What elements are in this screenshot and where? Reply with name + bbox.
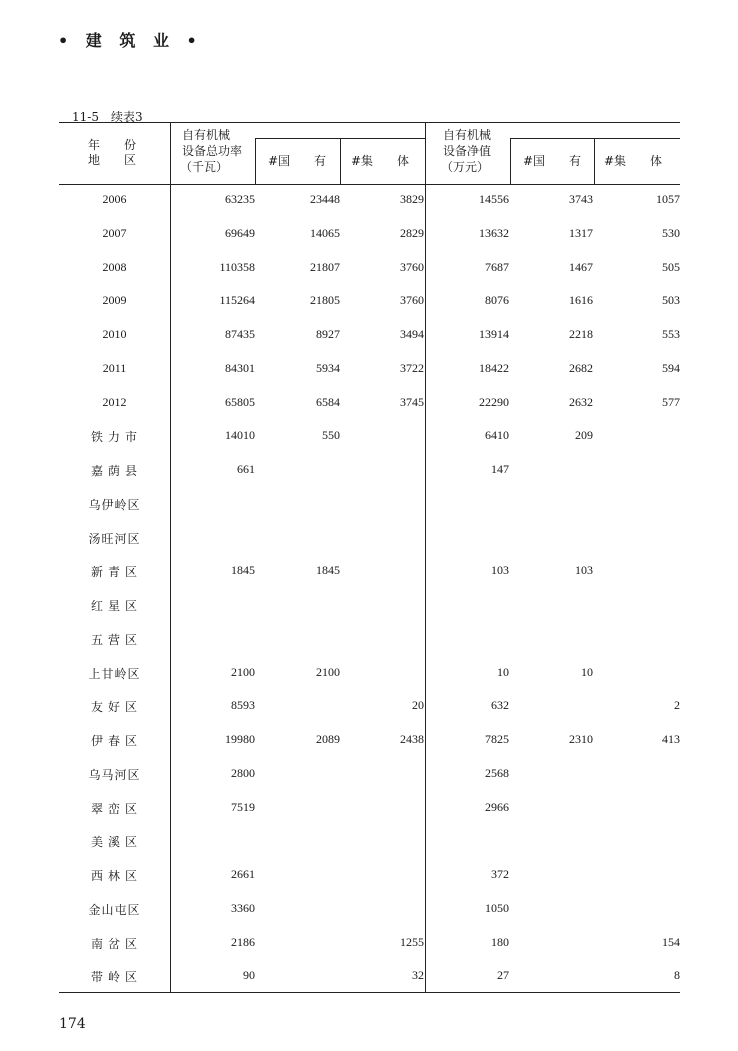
power-collective-cell: 3760 xyxy=(400,259,424,274)
power-state-cell: 1845 xyxy=(316,563,340,578)
row-label-cell: 汤旺河区 xyxy=(88,531,141,546)
value-state-cell: 209 xyxy=(575,428,593,443)
value-total-cell: 147 xyxy=(491,462,509,476)
value-state-header: #国 有 xyxy=(523,154,582,168)
table-row xyxy=(59,530,680,548)
power-total-cell: 1845 xyxy=(231,563,255,578)
power-total-cell: 84301 xyxy=(225,360,255,375)
table-row xyxy=(59,428,680,446)
row-label-cell: 红 星 区 xyxy=(90,599,138,613)
power-collective-cell: 20 xyxy=(412,698,424,713)
value-state-cell: 103 xyxy=(575,563,593,578)
row-label-cell: 2009 xyxy=(102,293,127,308)
power-total-cell: 90 xyxy=(243,968,255,983)
sub-divider-2 xyxy=(340,138,341,184)
power-total-cell: 2800 xyxy=(231,765,255,780)
value-total-cell: 372 xyxy=(491,867,509,881)
row-label-cell: 美 溪 区 xyxy=(90,835,138,850)
stub-header-year: 年 份 xyxy=(88,138,137,152)
row-label-cell: 金山屯区 xyxy=(88,902,141,917)
power-state-cell: 8927 xyxy=(316,327,340,341)
power-state-cell: 2089 xyxy=(316,732,340,746)
power-total-cell: 2186 xyxy=(231,934,255,949)
power-state-cell: 5934 xyxy=(316,360,340,375)
value-total-cell: 8076 xyxy=(485,293,509,308)
power-collective-cell: 32 xyxy=(412,968,424,983)
value-state-cell: 1467 xyxy=(569,259,593,274)
row-label-cell: 乌伊岭区 xyxy=(88,497,141,512)
power-total-cell: 65805 xyxy=(225,394,255,409)
power-total-cell: 14010 xyxy=(225,428,255,443)
table-row xyxy=(59,698,680,716)
power-collective-cell: 3745 xyxy=(400,394,424,409)
row-label-cell: 2007 xyxy=(102,225,127,240)
value-state-cell: 1317 xyxy=(569,225,593,240)
value-total-cell: 6410 xyxy=(485,428,509,443)
table-row xyxy=(59,361,680,379)
power-state-cell: 21807 xyxy=(310,259,340,274)
power-total-cell: 3360 xyxy=(231,900,255,915)
value-total-cell: 2966 xyxy=(485,799,509,814)
power-total-cell: 19980 xyxy=(225,732,255,746)
row-label-cell: 西 林 区 xyxy=(90,869,138,883)
value-total-cell: 103 xyxy=(491,563,509,578)
value-total-cell: 1050 xyxy=(485,900,509,915)
page-number: 174 xyxy=(59,1016,86,1032)
value-state-cell: 1616 xyxy=(569,293,593,308)
power-state-cell: 14065 xyxy=(310,225,340,240)
table-row xyxy=(59,496,680,514)
table-row xyxy=(59,192,680,210)
power-collective-header: #集 体 xyxy=(351,154,410,168)
row-label-cell: 乌马河区 xyxy=(88,767,141,782)
table-row xyxy=(59,597,680,615)
table-top-rule xyxy=(59,122,680,123)
table-row xyxy=(59,901,680,919)
row-label-cell: 铁 力 市 xyxy=(90,430,138,445)
table-row xyxy=(59,462,680,480)
row-label-cell: 新 青 区 xyxy=(90,565,138,580)
value-collective-header: #集 体 xyxy=(604,154,663,168)
row-label-cell: 2012 xyxy=(102,394,127,409)
value-header-unit: （万元） xyxy=(441,160,490,174)
power-state-cell: 550 xyxy=(322,428,340,443)
row-label-cell: 上甘岭区 xyxy=(88,666,141,681)
table-row xyxy=(59,293,680,311)
stub-column-divider xyxy=(170,122,171,992)
value-total-cell: 7825 xyxy=(485,732,509,746)
value-total-cell: 632 xyxy=(491,698,509,713)
table-row xyxy=(59,665,680,683)
value-collective-cell: 594 xyxy=(662,360,680,375)
table-row xyxy=(59,800,680,818)
value-group-rule xyxy=(510,138,680,139)
value-total-cell: 2568 xyxy=(485,765,509,780)
row-label-cell: 嘉 荫 县 xyxy=(90,464,138,478)
group-divider xyxy=(425,122,426,992)
power-collective-cell: 3760 xyxy=(400,293,424,308)
row-label-cell: 2008 xyxy=(102,259,127,274)
power-total-cell: 115264 xyxy=(219,293,255,308)
table-row xyxy=(59,867,680,885)
value-state-cell: 2632 xyxy=(569,394,593,409)
power-state-cell: 2100 xyxy=(316,664,340,679)
power-collective-cell: 3829 xyxy=(400,192,424,206)
table-row xyxy=(59,935,680,953)
power-total-cell: 2661 xyxy=(231,867,255,881)
value-total-cell: 180 xyxy=(491,934,509,949)
table-row xyxy=(59,833,680,851)
value-collective-cell: 577 xyxy=(662,394,680,409)
table-row xyxy=(59,563,680,581)
value-header-line2: 设备净值 xyxy=(443,144,492,158)
section-title: • 建 筑 业 • xyxy=(58,31,203,50)
table-row xyxy=(59,968,680,986)
power-state-cell: 6584 xyxy=(316,394,340,409)
power-collective-cell: 3494 xyxy=(400,327,424,341)
row-label-cell: 翠 峦 区 xyxy=(90,801,138,816)
stub-header-region: 地 区 xyxy=(88,153,137,167)
value-collective-cell: 8 xyxy=(674,968,680,983)
value-collective-cell: 2 xyxy=(674,698,680,713)
sub-divider-3 xyxy=(510,138,511,184)
power-header-unit: （千瓦） xyxy=(180,160,229,174)
row-label-cell: 友 好 区 xyxy=(90,700,138,715)
power-state-cell: 23448 xyxy=(310,192,340,206)
power-total-cell: 69649 xyxy=(225,225,255,240)
power-total-cell: 661 xyxy=(237,462,255,476)
value-total-cell: 7687 xyxy=(485,259,509,274)
power-header-line1: 自有机械 xyxy=(182,128,231,142)
value-collective-cell: 413 xyxy=(662,732,680,746)
value-total-cell: 10 xyxy=(497,664,509,679)
row-label-cell: 带 岭 区 xyxy=(90,970,138,985)
value-collective-cell: 505 xyxy=(662,259,680,274)
value-total-cell: 13632 xyxy=(479,225,509,240)
power-collective-cell: 2829 xyxy=(400,225,424,240)
power-collective-cell: 1255 xyxy=(400,934,424,949)
value-header-line1: 自有机械 xyxy=(443,128,492,142)
sub-divider-1 xyxy=(255,138,256,184)
value-total-cell: 22290 xyxy=(479,394,509,409)
table-row xyxy=(59,226,680,244)
power-total-cell: 2100 xyxy=(231,664,255,679)
value-total-cell: 18422 xyxy=(479,360,509,375)
sub-divider-4 xyxy=(594,138,595,184)
value-total-cell: 27 xyxy=(497,968,509,983)
header-bottom-rule xyxy=(59,184,680,185)
power-total-cell: 8593 xyxy=(231,698,255,713)
value-state-cell: 2682 xyxy=(569,360,593,375)
power-state-cell: 21805 xyxy=(310,293,340,308)
table-row xyxy=(59,260,680,278)
row-label-cell: 2010 xyxy=(102,327,127,341)
value-state-cell: 2218 xyxy=(569,327,593,341)
table-row xyxy=(59,631,680,649)
table-number: 11-5 续表3 xyxy=(72,110,143,124)
table-row xyxy=(59,732,680,750)
power-group-rule xyxy=(255,138,425,139)
power-state-header: #国 有 xyxy=(268,154,327,168)
value-collective-cell: 503 xyxy=(662,293,680,308)
row-label-cell: 伊 春 区 xyxy=(90,734,138,748)
value-collective-cell: 530 xyxy=(662,225,680,240)
row-label-cell: 2011 xyxy=(102,360,127,375)
value-total-cell: 13914 xyxy=(479,327,509,341)
value-collective-cell: 1057 xyxy=(656,192,680,206)
value-state-cell: 10 xyxy=(581,664,593,679)
power-total-cell: 7519 xyxy=(231,799,255,814)
value-collective-cell: 553 xyxy=(662,327,680,341)
power-total-cell: 87435 xyxy=(225,327,255,341)
row-label-cell: 五 营 区 xyxy=(90,632,138,647)
row-label-cell: 南 岔 区 xyxy=(90,936,138,951)
table-row xyxy=(59,766,680,784)
value-state-cell: 2310 xyxy=(569,732,593,746)
power-collective-cell: 2438 xyxy=(400,732,424,746)
value-collective-cell: 154 xyxy=(662,934,680,949)
table-row xyxy=(59,395,680,413)
row-label-cell: 2006 xyxy=(102,192,127,206)
value-total-cell: 14556 xyxy=(479,192,509,206)
table-row xyxy=(59,327,680,345)
power-total-cell: 110358 xyxy=(219,259,255,274)
power-header-line2: 设备总功率 xyxy=(182,144,243,158)
table-bottom-rule xyxy=(59,992,680,993)
power-collective-cell: 3722 xyxy=(400,360,424,375)
power-total-cell: 63235 xyxy=(225,192,255,206)
value-state-cell: 3743 xyxy=(569,192,593,206)
